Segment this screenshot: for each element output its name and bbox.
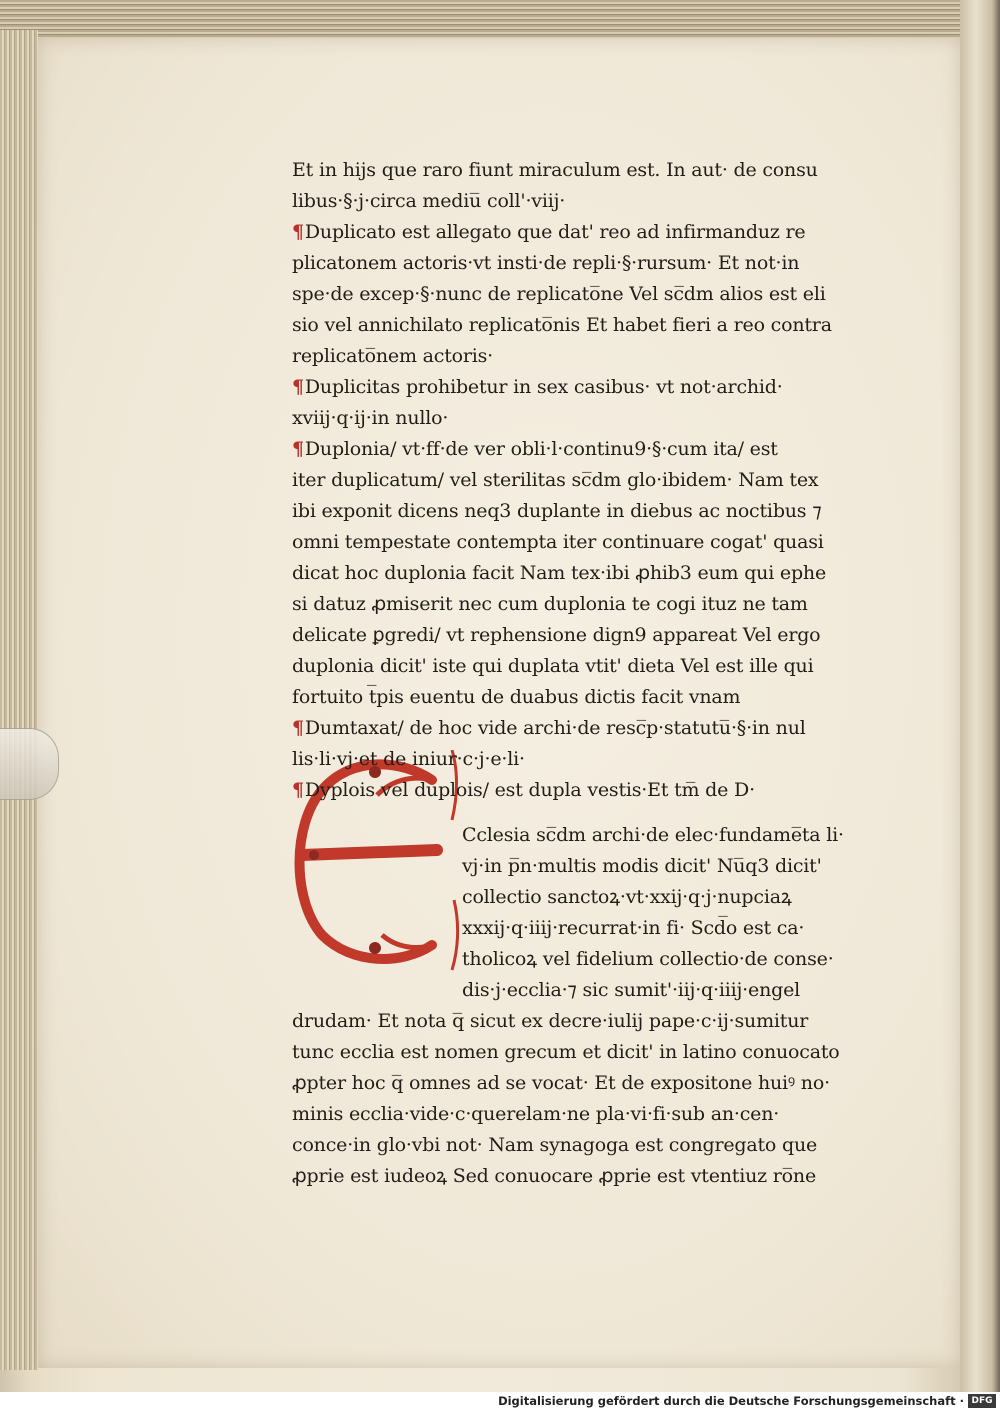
text-line: ¶Duplonia/ vt·ff·de ver obli·l·continu9·§·cum ita/ est — [292, 438, 778, 460]
text-line: dis·j·ecclia·⁊ sic sumit'·iij·q·iiij·engel — [462, 979, 800, 1001]
text-line: plicatonem actoris·vt insti·de repli·§·rursum· Et not·in — [292, 252, 800, 274]
text-line: xxxij·q·iiij·recurrat·in fi· Scd̅o est ca· — [462, 917, 805, 939]
dfg-logo-icon[interactable]: DFG — [968, 1394, 996, 1408]
text-line: collectio sanctoꝝ·vt·xxij·q·j·nupciaꝝ — [462, 886, 792, 908]
text-line: Et in hijs que raro fiunt miraculum est. In aut· de consu — [292, 159, 818, 181]
text-line: delicate ꝑgredi/ vt rephensione dign9 appareat Vel ergo — [292, 624, 821, 646]
text-line: ꝓpter hoc q̅ omnes ad se vocat· Et de expositone huiꝰ no· — [292, 1072, 830, 1094]
text-line: libus·§·j·circa mediu̅ coll'·viij· — [292, 190, 566, 212]
text-line: spe·de excep·§·nunc de replicato̅ne Vel sc̅dm alios est eli — [292, 283, 826, 305]
text-line: dicat hoc duplonia facit Nam tex·ibi ꝓhib3 eum qui ephe — [292, 562, 827, 584]
text-line: vj·in p̅n·multis modis dicit' Nu̅q3 dicit' — [462, 855, 822, 877]
text-line: duplonia dicit' iste qui duplata vtit' dieta Vel est ille qui — [292, 655, 814, 677]
text-line: tholicoꝝ vel fidelium collectio·de conse· — [462, 948, 834, 970]
text-line: omni tempestate contempta iter continuare cogat' quasi — [292, 531, 824, 553]
text-line: iter duplicatum/ vel sterilitas sc̅dm glo·ibidem· Nam tex — [292, 469, 819, 491]
text-line: ¶Duplicato est allegato que dat' reo ad infirmanduz re — [292, 221, 806, 243]
text-line: ꝓprie est iudeoꝝ Sed conuocare ꝓprie est vtentiuz ro̅ne — [292, 1165, 816, 1187]
text-line: fortuito t̅pis euentu de duabus dictis facit vnam — [292, 686, 741, 708]
rubric-mark-icon: ¶ — [292, 376, 304, 398]
text-line: replicato̅nem actoris· — [292, 345, 494, 367]
book-left-edge — [0, 30, 38, 1370]
rubric-mark-icon: ¶ — [292, 717, 304, 739]
text-line: minis ecclia·vide·c·querelam·ne pla·vi·fi·sub an·cen· — [292, 1103, 780, 1125]
page-clip-icon — [0, 728, 59, 800]
text-line: si datuz ꝓmiserit nec cum duplonia te cogi ituz ne tam — [292, 593, 808, 615]
text-line: drudam· Et nota q̅ sicut ex decre·iulij pape·c·ij·sumitur — [292, 1010, 809, 1032]
text-line: tunc ecclia est nomen grecum et dicit' in latino conuocato — [292, 1041, 840, 1063]
text-line: xviij·q·ij·in nullo· — [292, 407, 449, 429]
digitization-footer — [0, 1392, 1000, 1412]
rubric-mark-icon: ¶ — [292, 221, 304, 243]
footer-credit: Digitalisierung gefördert durch die Deutsche Forschungsgemeinschaft · — [498, 1394, 964, 1408]
text-line: ¶Dyplois vel duplois/ est dupla vestis·Et tm̅ de D· — [292, 779, 755, 801]
book-top-edge — [0, 0, 1000, 42]
text-line: ¶Dumtaxat/ de hoc vide archi·de resc̅p·statutu̅·§·in nul — [292, 717, 806, 739]
text-line: lis·li·vj·et de iniur·c·j·e·li· — [292, 748, 525, 770]
rubric-mark-icon: ¶ — [292, 438, 304, 460]
text-line: sio vel annichilato replicato̅nis Et habet fieri a reo contra — [292, 314, 832, 336]
rubric-mark-icon: ¶ — [292, 779, 304, 801]
text-line: Cclesia sc̅dm archi·de elec·fundame̅ta li· — [462, 824, 844, 846]
text-line: conce·in glo·vbi not· Nam synagoga est congregato que — [292, 1134, 818, 1156]
book-right-edge — [960, 0, 1000, 1392]
text-line: ibi exponit dicens neq3 duplante in diebus ac noctibus ⁊ — [292, 500, 822, 522]
text-line: ¶Duplicitas prohibetur in sex casibus· vt not·archid· — [292, 376, 783, 398]
